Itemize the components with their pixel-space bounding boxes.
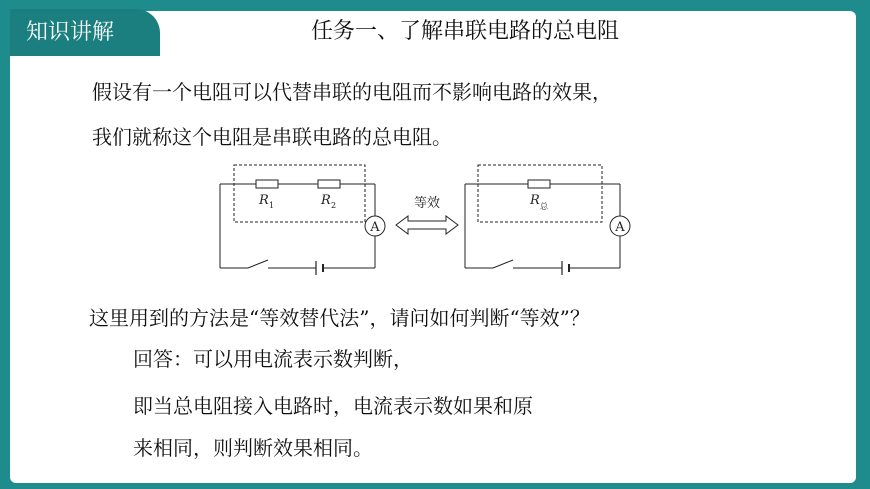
answer-line-1: 回答：可以用电流表示数判断， <box>133 347 413 371</box>
section-tag: 知识讲解 <box>10 9 160 56</box>
r-total-label: R <box>530 193 540 208</box>
definition-line-1: 假设有一个电阻可以代替串联的电阻而不影响电路的效果， <box>92 80 612 104</box>
equivalent-circuit <box>465 165 630 275</box>
double-arrow-icon <box>396 216 458 234</box>
dashed-box-right <box>478 165 602 222</box>
resistor-total <box>528 180 550 188</box>
resistor-r2 <box>318 180 340 188</box>
r1-sub: 1 <box>269 201 275 210</box>
r2-label: R <box>321 193 331 208</box>
switch-left <box>248 260 268 268</box>
resistor-r1 <box>256 180 278 188</box>
question-text: 这里用到的方法是“等效替代法”，请问如何判断“等效”？ <box>89 306 590 330</box>
r-total-sub: 总 <box>540 202 548 211</box>
switch-right <box>493 260 513 268</box>
dashed-box-left <box>234 165 365 222</box>
answer-line-2: 即当总电阻接入电路时，电流表示数如果和原 <box>133 394 533 418</box>
ammeter-left-label: A <box>370 220 380 235</box>
r1-label: R <box>259 193 269 208</box>
series-circuit <box>220 165 385 275</box>
equivalence-label: 等效 <box>413 196 441 211</box>
answer-line-3: 来相同，则判断效果相同。 <box>133 436 373 460</box>
page-title: 任务一、了解串联电路的总电阻 <box>310 19 619 44</box>
ammeter-right-label: A <box>615 220 625 235</box>
definition-line-2: 我们就称这个电阻是串联电路的总电阻。 <box>92 125 452 149</box>
r2-sub: 2 <box>331 201 337 210</box>
